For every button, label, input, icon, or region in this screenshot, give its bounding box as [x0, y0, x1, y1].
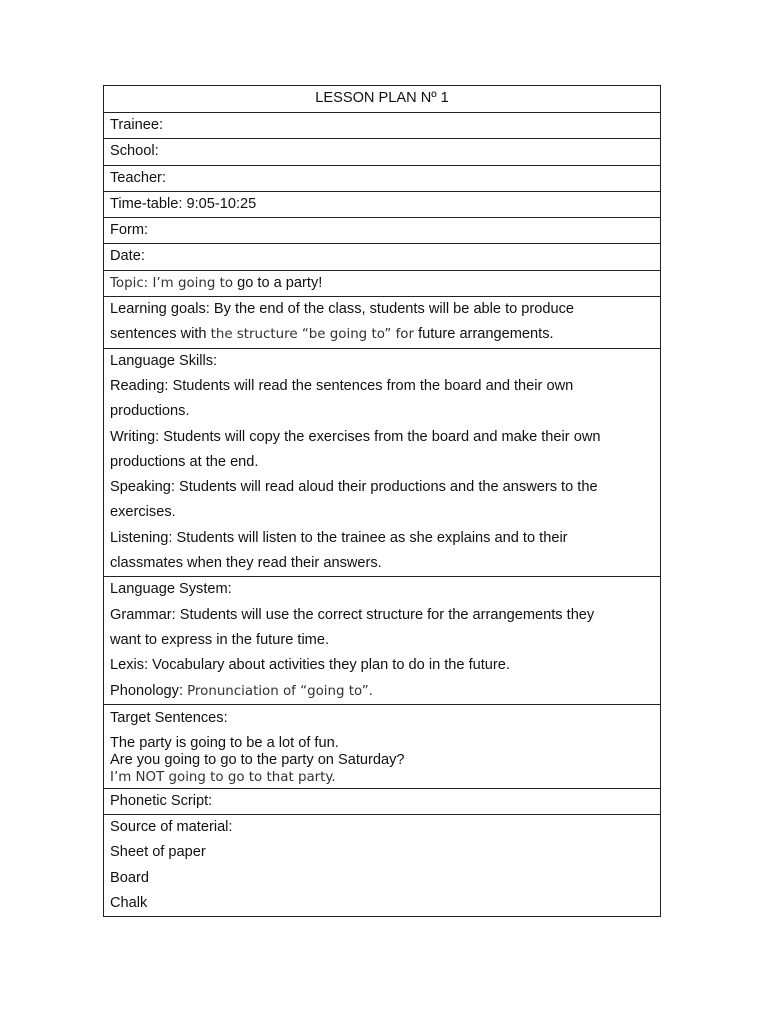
trainee-field: Trainee: [104, 113, 661, 139]
phonology-label: Phonology: [110, 682, 188, 699]
table-row [104, 577, 661, 704]
table-row [104, 139, 661, 165]
teacher-field: Teacher: [104, 165, 661, 191]
learning-goals-structure: the structure “be going to” for [210, 327, 415, 343]
writing-line-1: Writing: Students will copy the exercises from the board and make their own [110, 428, 601, 445]
learning-goals-line-2c: future arrangements. [414, 326, 554, 343]
topic-text: go to a party! [233, 274, 323, 291]
table-row [104, 86, 661, 113]
table-row [104, 244, 661, 270]
source-of-material-heading: Source of material: [110, 819, 233, 836]
table-row [104, 113, 661, 139]
learning-goals-line-2a: sentences with [110, 326, 211, 343]
source-of-material-cell [104, 815, 661, 917]
language-skills-heading: Language Skills: [110, 352, 218, 369]
reading-line-2: productions. [110, 403, 190, 420]
listening-line-2: classmates when they read their answers. [110, 555, 382, 572]
language-skills-cell [104, 348, 661, 577]
target-sentences-cell [104, 704, 661, 788]
topic-field [104, 270, 661, 296]
table-row [104, 191, 661, 217]
table-row [104, 165, 661, 191]
grammar-line-1: Grammar: Students will use the correct structure for the arrangements they [110, 606, 595, 623]
topic-label: Topic: I’m going to [110, 275, 234, 291]
lesson-plan-title: LESSON PLAN Nº 1 [104, 86, 661, 113]
target-sentence-1: The party is going to be a lot of fun. [110, 734, 339, 751]
target-sentences-heading: Target Sentences: [110, 709, 228, 726]
speaking-line-2: exercises. [110, 504, 176, 521]
list-item: Board [110, 869, 149, 886]
language-system-heading: Language System: [110, 581, 232, 598]
timetable-field: Time-table: 9:05-10:25 [104, 191, 661, 217]
writing-line-2: productions at the end. [110, 453, 259, 470]
listening-line-1: Listening: Students will listen to the trainee as she explains and to their [110, 529, 568, 546]
date-field: Date: [104, 244, 661, 270]
language-system-cell [104, 577, 661, 704]
speaking-line-1: Speaking: Students will read aloud their productions and the answers to the [110, 479, 598, 496]
table-row [104, 788, 661, 814]
table-row [104, 270, 661, 296]
school-field: School: [104, 139, 661, 165]
list-item: Chalk [110, 895, 148, 912]
phonology-text: Pronunciation of “going to”. [187, 683, 373, 699]
list-item: Sheet of paper [110, 844, 206, 861]
form-field: Form: [104, 218, 661, 244]
reading-line-1: Reading: Students will read the sentences from the board and their own [110, 377, 574, 394]
target-sentence-2: Are you going to go to the party on Saturday? [110, 751, 405, 768]
lesson-plan-table [103, 85, 661, 917]
table-row [104, 815, 661, 917]
phonology-line [110, 679, 654, 704]
learning-goals-line-1: Learning goals: By the end of the class, students will be able to produce [110, 301, 575, 318]
table-row [104, 348, 661, 577]
target-sentence-3: I’m NOT going to go to that party. [110, 769, 336, 785]
grammar-line-2: want to express in the future time. [110, 631, 330, 648]
learning-goals-line-2 [110, 322, 654, 347]
phonetic-script-field: Phonetic Script: [104, 788, 661, 814]
table-row [104, 704, 661, 788]
lexis-line: Lexis: Vocabulary about activities they plan to do in the future. [110, 657, 510, 674]
learning-goals-cell [104, 297, 661, 349]
table-row [104, 297, 661, 349]
table-row [104, 218, 661, 244]
